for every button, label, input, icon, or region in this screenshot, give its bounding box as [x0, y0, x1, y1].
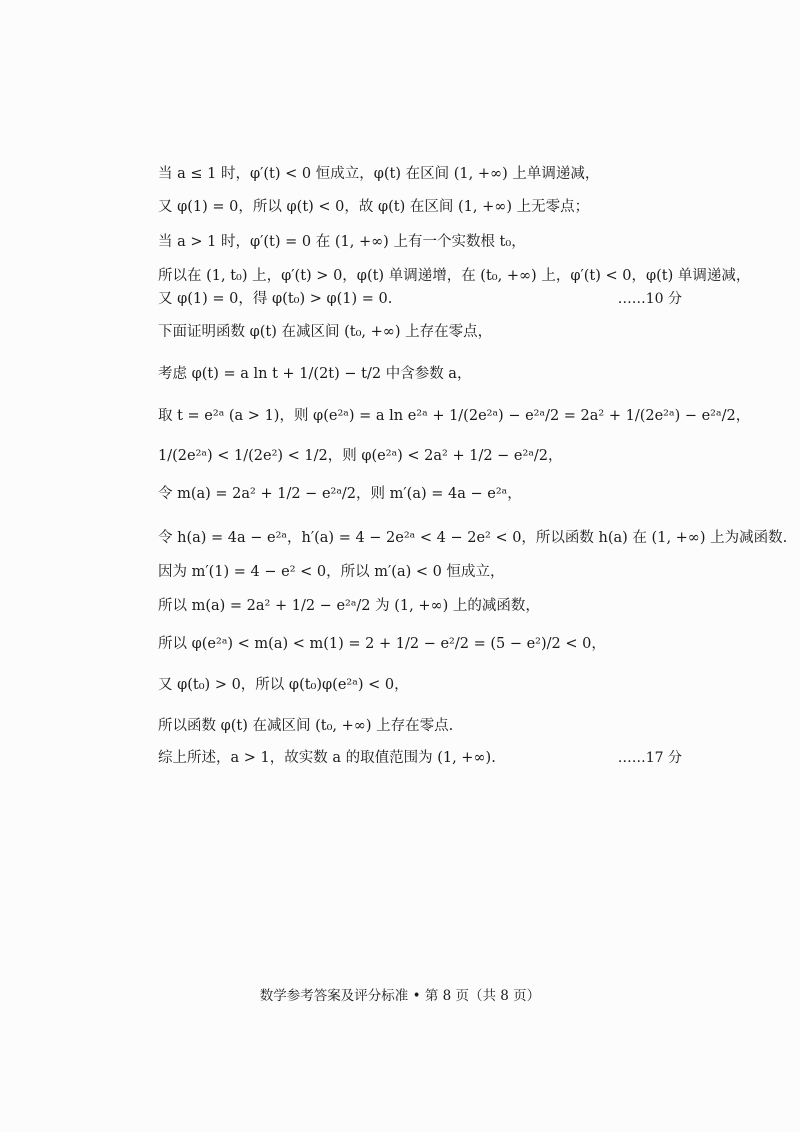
solution-line-8: 取 t = e²ᵃ (a > 1)，则 φ(e²ᵃ) = a ln e²ᵃ + 1/(2e²ᵃ) − e²ᵃ/2 = 2a² + 1/(2e²ᵃ) − e²ᵃ/2，	[158, 408, 751, 424]
solution-line-4: 所以在 (1, t₀) 上，φ′(t) > 0，φ(t) 单调递增，在 (t₀, +∞) 上，φ′(t) < 0，φ(t) 单调递减，	[158, 268, 751, 284]
solution-line-10: 令 m(a) = 2a² + 1/2 − e²ᵃ/2，则 m′(a) = 4a − e²ᵃ，	[158, 486, 522, 502]
solution-line-2: 又 φ(1) = 0，所以 φ(t) < 0，故 φ(t) 在区间 (1, +∞) 上无零点；	[158, 199, 590, 215]
solution-line-17: 综上所述，a > 1，故实数 a 的取值范围为 (1, +∞).	[158, 750, 496, 766]
solution-line-7: 考虑 φ(t) = a ln t + 1/(2t) − t/2 中含参数 a，	[158, 366, 472, 382]
solution-line-5: 又 φ(1) = 0，得 φ(t₀) > φ(1) = 0.	[158, 291, 393, 307]
solution-line-13: 所以 m(a) = 2a² + 1/2 − e²ᵃ/2 为 (1, +∞) 上的减函数，	[158, 598, 540, 614]
page-footer: 数学参考答案及评分标准 • 第 8 页（共 8 页）	[259, 988, 541, 1004]
solution-line-11: 令 h(a) = 4a − e²ᵃ，h′(a) = 4 − 2e²ᵃ < 4 − 2e² < 0，所以函数 h(a) 在 (1, +∞) 上为减函数.	[158, 530, 788, 546]
score-mark-10: ……10 分	[617, 291, 682, 307]
score-mark-17: ……17 分	[617, 750, 682, 766]
solution-line-9: 1/(2e²ᵃ) < 1/(2e²) < 1/2，则 φ(e²ᵃ) < 2a² + 1/2 − e²ᵃ/2，	[158, 448, 563, 464]
solution-line-14: 所以 φ(e²ᵃ) < m(a) < m(1) = 2 + 1/2 − e²/2 = (5 − e²)/2 < 0，	[158, 636, 606, 652]
solution-line-1: 当 a ≤ 1 时，φ′(t) < 0 恒成立，φ(t) 在区间 (1, +∞) 上单调递减，	[158, 166, 600, 182]
solution-line-12: 因为 m′(1) = 4 − e² < 0，所以 m′(a) < 0 恒成立，	[158, 564, 505, 580]
solution-line-16: 所以函数 φ(t) 在减区间 (t₀, +∞) 上存在零点.	[158, 718, 454, 734]
solution-line-15: 又 φ(t₀) > 0，所以 φ(t₀)φ(e²ᵃ) < 0，	[158, 677, 409, 693]
solution-line-3: 当 a > 1 时，φ′(t) = 0 在 (1, +∞) 上有一个实数根 t₀，	[158, 234, 526, 250]
solution-line-6: 下面证明函数 φ(t) 在减区间 (t₀, +∞) 上存在零点，	[158, 324, 493, 340]
